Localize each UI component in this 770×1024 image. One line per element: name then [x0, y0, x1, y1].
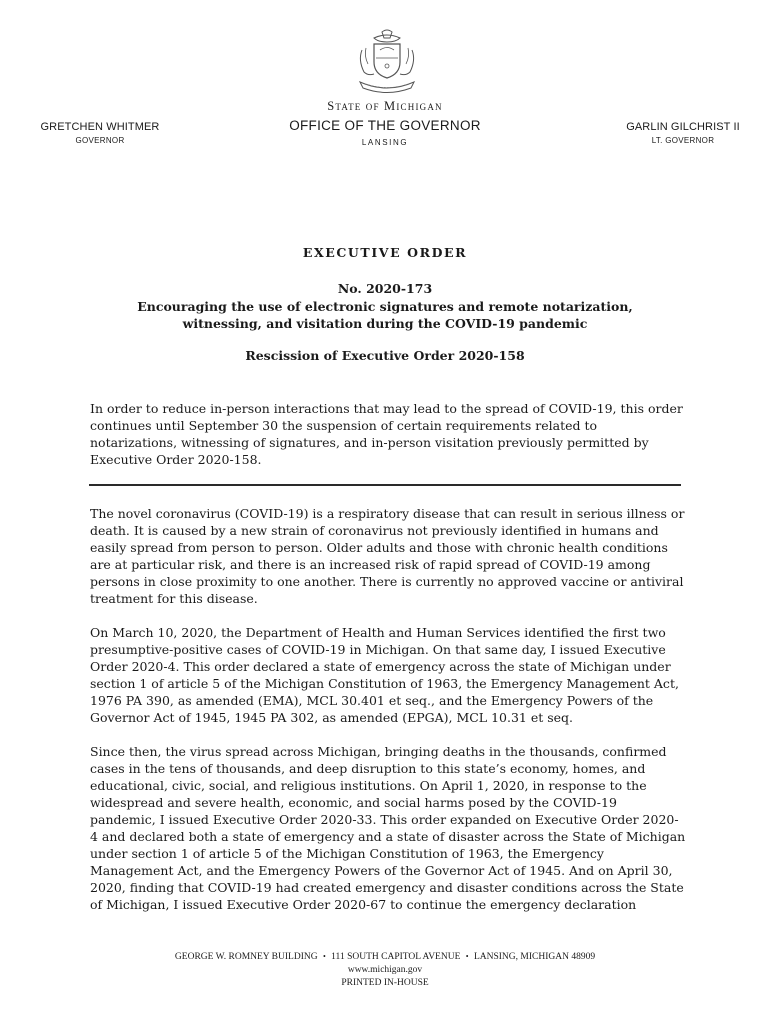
body-paragraph: Since then, the virus spread across Michigan, bringing deaths in the thousands, confirmed cases in the tens of thousands, and deep disruption to this state’s economy, homes, and educational, civic, social, and religious institutions. On April 1, 2020, in response to the widespread and severe health, economic, and social harms posed by the COVID-19 pandemic, I issued Executive Order 2020-33. This order expanded on Executive Order 2020-4 and declared both a state of emergency and a state of disaster across the State of Michigan under section 1 of article 5 of the Michigan Constitution of 1963, the Emergency Management Act, and the Emergency Powers of the Governor Act of 1945. And on April 30, 2020, finding that COVID-19 had created emergency and disaster conditions across the State of Michigan, I issued Executive Order 2020-67 to continue the emergency declaration: [90, 744, 686, 912]
order-title-line-2: witnessing, and visitation during the COVID-19 pandemic: [182, 316, 588, 331]
footer-building: GEORGE W. ROMNEY BUILDING: [174, 952, 318, 962]
rescission-line: Rescission of Executive Order 2020-158: [245, 348, 525, 363]
lt-governor-title: LT. GOVERNOR: [651, 136, 715, 145]
footer-printed: PRINTED IN-HOUSE: [341, 978, 429, 988]
bullet-icon: •: [322, 952, 326, 961]
footer-address: [0, 950, 770, 964]
governor-block: [38, 121, 162, 145]
state-name: State of Michigan: [327, 99, 443, 113]
order-summary: In order to reduce in-person interactions that may lead to the spread of COVID-19, this order continues until September 30 the suspension of certain requirements related to notarizations, witnessing of signatures, and in-person visitation previously permitted by Executive Order 2020-158.: [90, 401, 683, 467]
governor-name: GRETCHEN WHITMER: [40, 121, 160, 133]
page-footer: [0, 950, 770, 990]
lt-governor-name: GARLIN GILCHRIST II: [626, 121, 740, 133]
governor-title: GOVERNOR: [75, 136, 125, 145]
footer-website: www.michigan.gov: [347, 965, 423, 975]
footer-city: LANSING, MICHIGAN 48909: [473, 952, 596, 962]
horizontal-divider: [89, 484, 681, 486]
body-paragraph: The novel coronavirus (COVID-19) is a respiratory disease that can result in serious illness or death. It is caused by a new strain of coronavirus not previously identified in humans and easily spread from person to person. Older adults and those with chronic health conditions are at particular risk, and there is an increased risk of rapid spread of COVID-19 among persons in close proximity to one another. There is currently no approved vaccine or antiviral treatment for this disease.: [90, 506, 685, 606]
order-title-line-1: Encouraging the use of electronic signatures and remote notarization,: [137, 298, 633, 314]
office-name: OFFICE OF THE GOVERNOR: [289, 118, 481, 133]
body-paragraph: On March 10, 2020, the Department of Health and Human Services identified the first two presumptive-positive cases of COVID-19 in Michigan. On that same day, I issued Executive Order 2020-4. This order declared a state of emergency across the state of Michigan under section 1 of article 5 of the Michigan Constitution of 1963, the Emergency Management Act, 1976 PA 390, as amended (EMA), MCL 30.401 et seq., and the Emergency Powers of the Governor Act of 1945, 1945 PA 302, as amended (EPGA), MCL 10.31 et seq.: [90, 625, 679, 725]
bullet-icon: •: [465, 952, 469, 961]
state-seal-icon: [352, 28, 422, 96]
order-title-block: [80, 280, 690, 333]
lt-governor-block: [622, 121, 744, 145]
city-name: LANSING: [361, 138, 409, 147]
order-body: [90, 505, 686, 930]
document-heading: EXECUTIVE ORDER: [302, 245, 468, 260]
order-number: No. 2020-173: [337, 281, 433, 296]
footer-street: 111 SOUTH CAPITOL AVENUE: [331, 952, 461, 962]
